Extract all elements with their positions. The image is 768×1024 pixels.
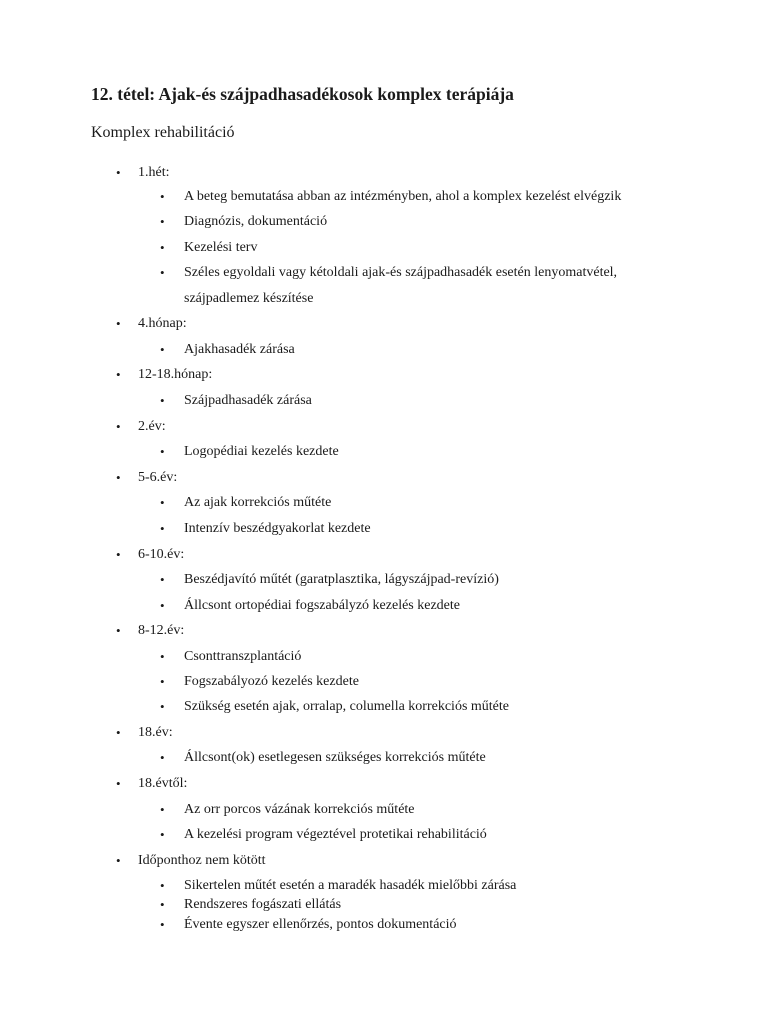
list-item: Sikertelen műtét esetén a maradék hasadék mielőbbi zárása xyxy=(184,878,517,893)
list-item: Rendszeres fogászati ellátás xyxy=(184,897,342,912)
bullet-icon: • xyxy=(160,674,165,689)
section-label: 5-6.év: xyxy=(138,470,178,485)
bullet-icon: • xyxy=(160,495,165,510)
bullet-icon: • xyxy=(160,444,165,459)
document-title: 12. tétel: Ajak-és szájpadhasadékosok komplex terápiája xyxy=(91,84,514,104)
section-label: 8-12.év: xyxy=(138,623,185,638)
bullet-icon: • xyxy=(160,240,165,255)
list-item: Kezelési terv xyxy=(184,240,258,255)
section-label: 4.hónap: xyxy=(138,316,187,331)
bullet-icon: • xyxy=(160,917,165,932)
list-item: Széles egyoldali vagy kétoldali ajak-és szájpadhasadék esetén lenyomatvétel, xyxy=(184,265,618,280)
bullet-icon: • xyxy=(160,189,165,204)
bullet-icon: • xyxy=(160,878,165,893)
bullet-icon: • xyxy=(116,470,121,485)
bullet-icon: • xyxy=(160,750,165,765)
list-item-continuation: szájpadlemez készítése xyxy=(184,291,314,306)
list-item: Logopédiai kezelés kezdete xyxy=(184,444,339,459)
section-label: 18.év: xyxy=(138,725,173,740)
bullet-icon: • xyxy=(116,165,121,180)
bullet-icon: • xyxy=(160,649,165,664)
list-item: A beteg bemutatása abban az intézményben, ahol a komplex kezelést elvégzik xyxy=(184,189,622,204)
bullet-icon: • xyxy=(116,776,121,791)
bullet-icon: • xyxy=(160,265,165,280)
bullet-icon: • xyxy=(160,521,165,536)
list-item: Az orr porcos vázának korrekciós műtéte xyxy=(184,802,415,817)
bullet-icon: • xyxy=(160,897,165,912)
list-item: Beszédjavító műtét (garatplasztika, lágyszájpad-revízió) xyxy=(184,572,499,587)
bullet-icon: • xyxy=(116,316,121,331)
bullet-icon: • xyxy=(116,623,121,638)
section-label: 1.hét: xyxy=(138,165,170,180)
section-label: 12-18.hónap: xyxy=(138,367,213,382)
bullet-icon: • xyxy=(160,342,165,357)
section-label: Időponthoz nem kötött xyxy=(138,853,266,868)
bullet-icon: • xyxy=(116,419,121,434)
list-item: Csonttranszplantáció xyxy=(184,649,302,664)
bullet-icon: • xyxy=(160,598,165,613)
list-item: Évente egyszer ellenőrzés, pontos dokumentáció xyxy=(184,917,457,932)
bullet-icon: • xyxy=(160,572,165,587)
list-item: Szájpadhasadék zárása xyxy=(184,393,312,408)
bullet-icon: • xyxy=(116,853,121,868)
section-label: 2.év: xyxy=(138,419,166,434)
list-item: Állcsont ortopédiai fogszabályzó kezelés kezdete xyxy=(184,598,460,613)
section-label: 6-10.év: xyxy=(138,547,185,562)
list-item: A kezelési program végeztével protetikai rehabilitáció xyxy=(184,827,487,842)
bullet-icon: • xyxy=(160,802,165,817)
bullet-icon: • xyxy=(160,393,165,408)
bullet-icon: • xyxy=(116,547,121,562)
bullet-icon: • xyxy=(160,214,165,229)
bullet-icon: • xyxy=(116,725,121,740)
document-subtitle: Komplex rehabilitáció xyxy=(91,124,235,141)
list-item: Ajakhasadék zárása xyxy=(184,342,295,357)
list-item: Intenzív beszédgyakorlat kezdete xyxy=(184,521,371,536)
bullet-icon: • xyxy=(160,827,165,842)
list-item: Az ajak korrekciós műtéte xyxy=(184,495,332,510)
list-item: Állcsont(ok) esetlegesen szükséges korrekciós műtéte xyxy=(184,750,486,765)
bullet-icon: • xyxy=(160,699,165,714)
section-label: 18.évtől: xyxy=(138,776,188,791)
list-item: Diagnózis, dokumentáció xyxy=(184,214,328,229)
list-item: Szükség esetén ajak, orralap, columella korrekciós műtéte xyxy=(184,699,509,714)
bullet-icon: • xyxy=(116,367,121,382)
list-item: Fogszabályozó kezelés kezdete xyxy=(184,674,359,689)
